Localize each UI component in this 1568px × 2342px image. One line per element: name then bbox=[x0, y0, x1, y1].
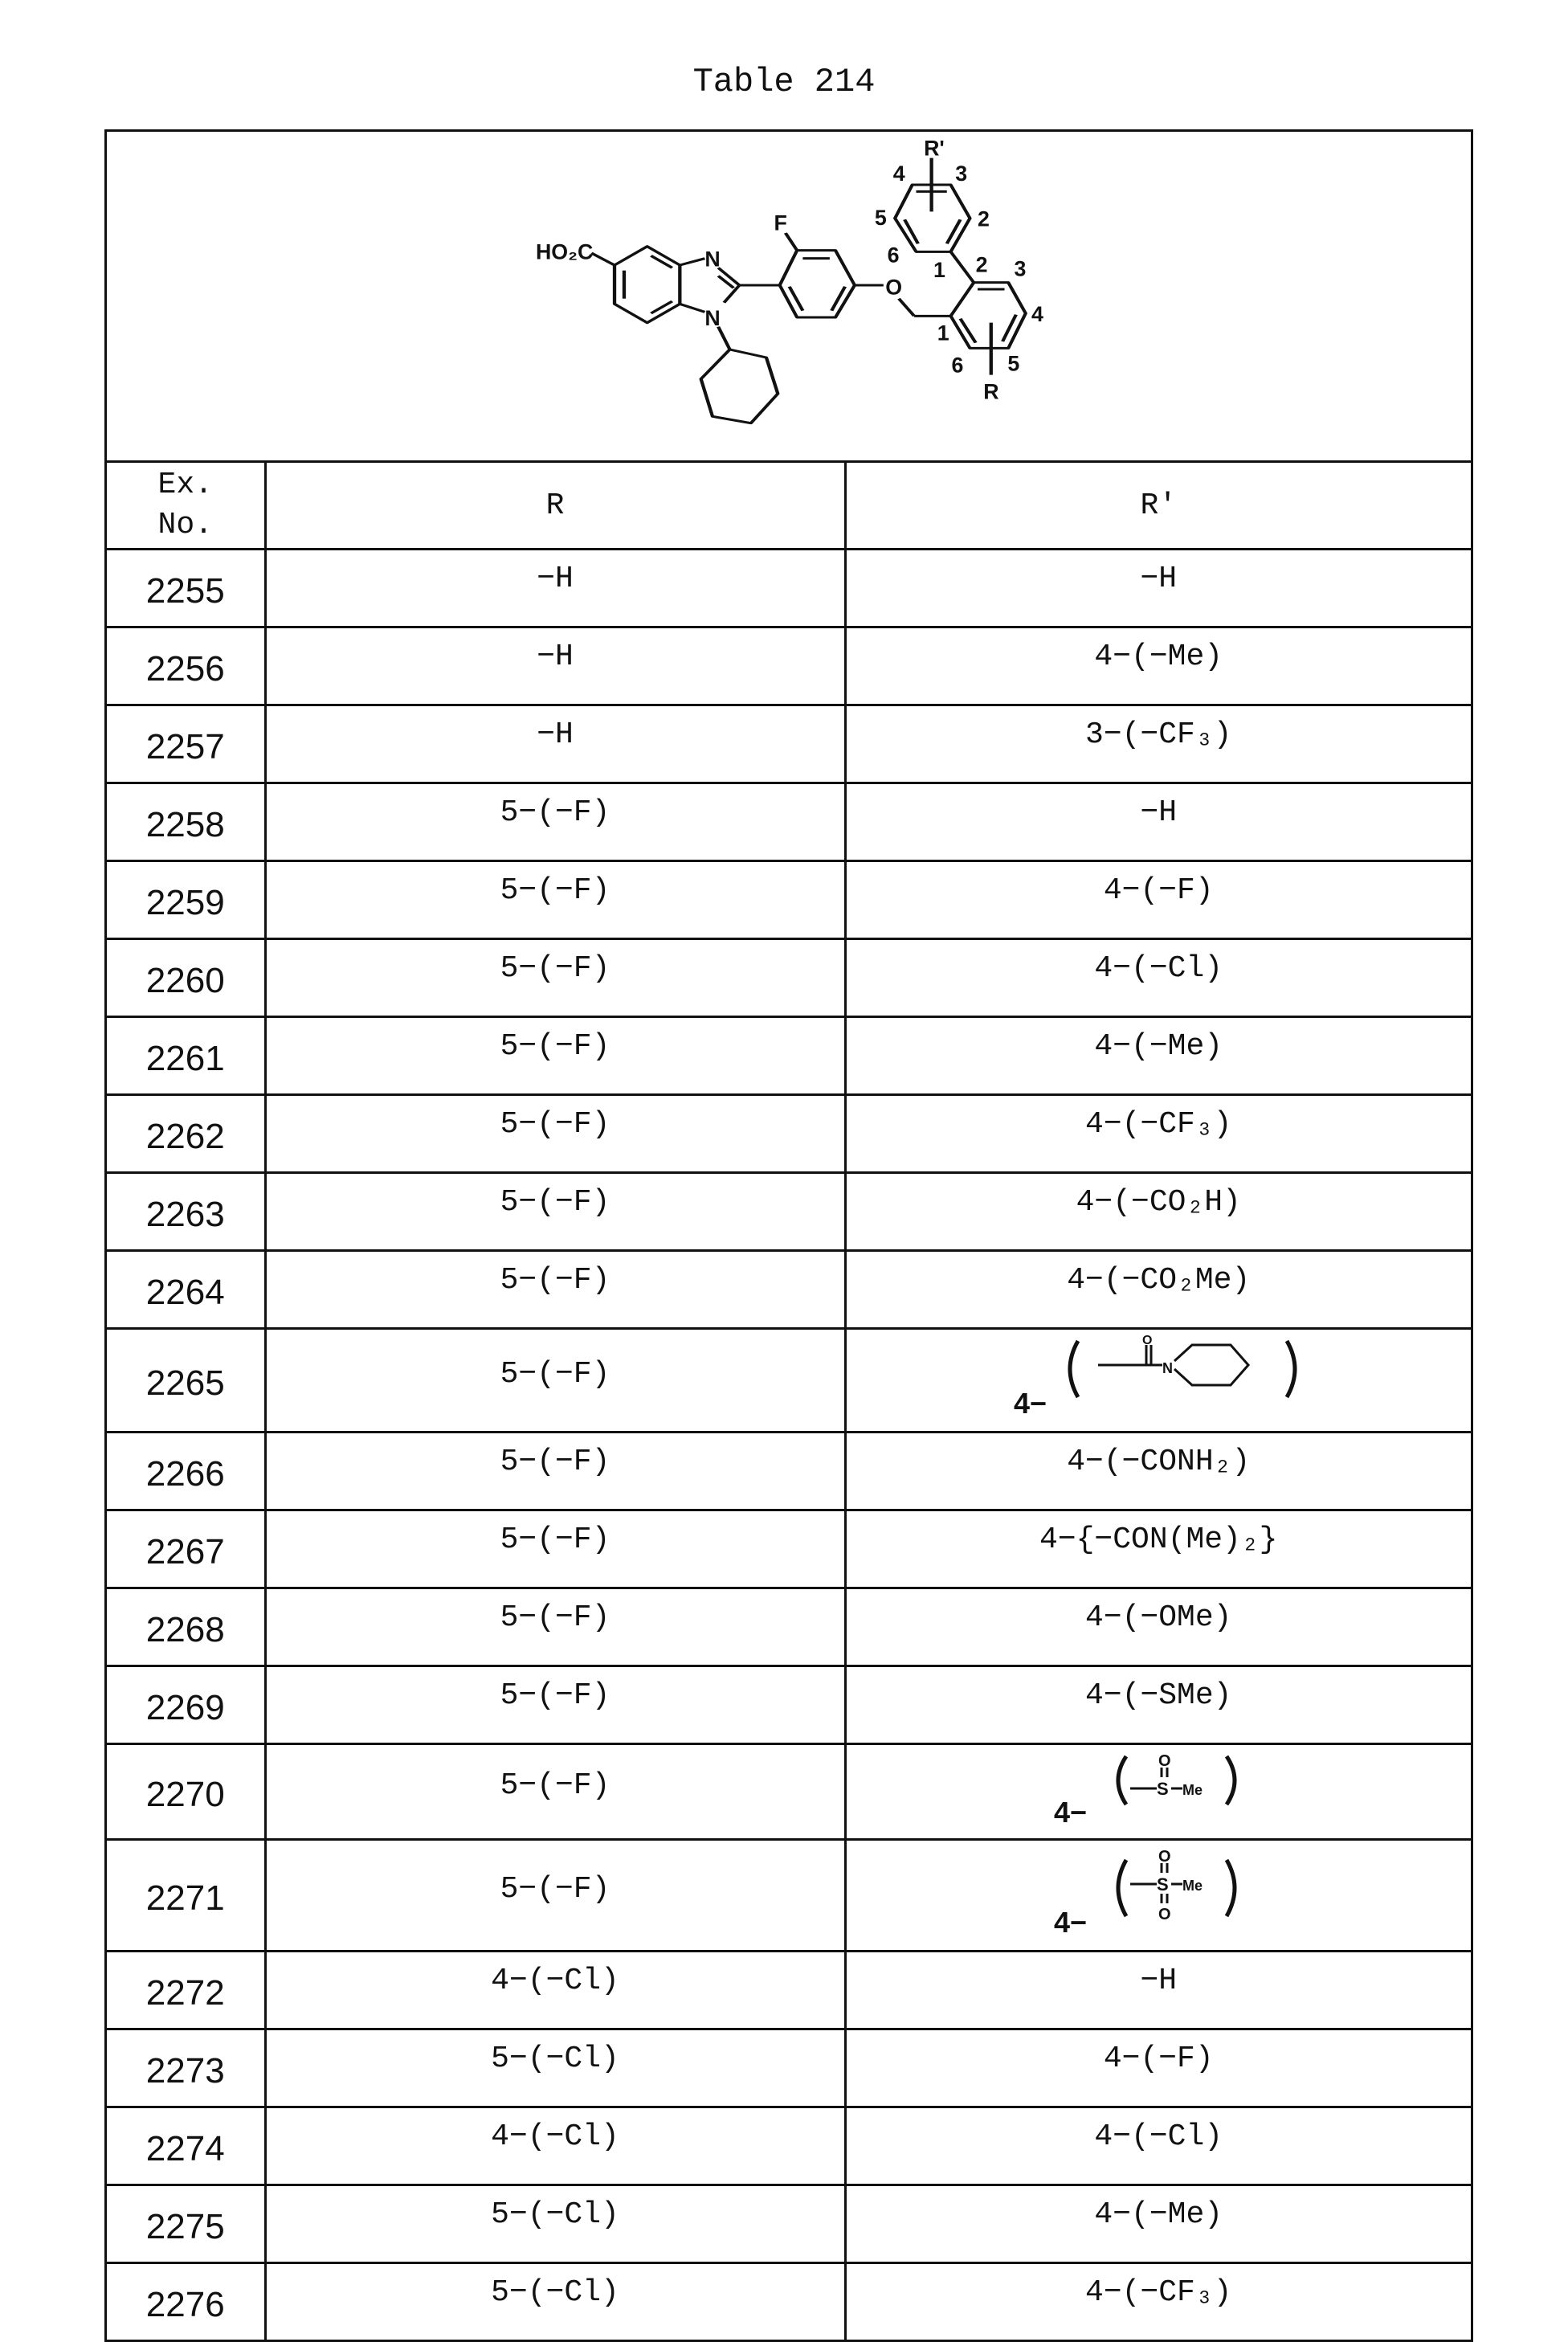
compound-table bbox=[104, 129, 1473, 2342]
r-label: R bbox=[983, 380, 998, 404]
ex-no-cell: 2262 bbox=[107, 1095, 265, 1173]
atom-me: Me bbox=[1182, 1878, 1203, 1894]
r-prime-cell bbox=[845, 1329, 1471, 1433]
locant: 4 bbox=[893, 161, 905, 186]
bond-line bbox=[1118, 1860, 1126, 1916]
ex-no-cell: 2255 bbox=[107, 550, 265, 627]
table-row bbox=[107, 1095, 1471, 1173]
locant-prefix: 4− bbox=[1014, 1387, 1047, 1420]
f-label: F bbox=[774, 211, 787, 235]
header-ex-no bbox=[107, 463, 265, 550]
table-row bbox=[107, 861, 1471, 939]
r-prime-cell: 4−{−CON(Me)₂} bbox=[845, 1510, 1471, 1588]
locant-prefix: 4− bbox=[1054, 1796, 1087, 1829]
r-cell: −H bbox=[265, 550, 845, 627]
ex-no-cell: 2271 bbox=[107, 1840, 265, 1952]
r-prime-cell: −H bbox=[845, 783, 1471, 861]
header-r-prime: R' bbox=[845, 463, 1471, 550]
r-cell: 5−(−F) bbox=[265, 783, 845, 861]
locant: 2 bbox=[978, 207, 990, 231]
locant: 3 bbox=[955, 161, 967, 186]
r-prime-cell: 4−(−SMe) bbox=[845, 1666, 1471, 1744]
bond-line bbox=[1070, 1341, 1078, 1397]
atom-s: S bbox=[1157, 1874, 1169, 1894]
locant: 5 bbox=[875, 206, 887, 230]
r-prime-fragment bbox=[1054, 1844, 1263, 1940]
locant: 5 bbox=[1007, 352, 1019, 376]
locant: 6 bbox=[888, 243, 900, 268]
ex-no-cell: 2275 bbox=[107, 2185, 265, 2263]
chemical-structure bbox=[482, 112, 1084, 450]
n3-label: N bbox=[704, 247, 720, 272]
table-row bbox=[107, 1588, 1471, 1666]
r-cell: 5−(−F) bbox=[265, 1251, 845, 1329]
atom-o: O bbox=[1142, 1334, 1152, 1347]
r-cell: 5−(−Cl) bbox=[265, 2185, 845, 2263]
r-cell: 5−(−F) bbox=[265, 1433, 845, 1510]
data-table bbox=[107, 463, 1471, 2340]
table-row bbox=[107, 2185, 1471, 2263]
locant: 1 bbox=[937, 321, 949, 345]
r-prime-cell bbox=[845, 1744, 1471, 1840]
r-prime-cell: 4−(−Me) bbox=[845, 1017, 1471, 1095]
r-prime-label: R' bbox=[924, 136, 945, 160]
r-prime-cell: −H bbox=[845, 1952, 1471, 2029]
r-prime-cell: 4−(−Cl) bbox=[845, 2107, 1471, 2185]
r-prime-cell: 4−(−F) bbox=[845, 861, 1471, 939]
bond-line bbox=[1118, 1756, 1126, 1805]
table-row bbox=[107, 1744, 1471, 1840]
locant: 3 bbox=[1014, 256, 1026, 280]
r-cell: 5−(−F) bbox=[265, 1840, 845, 1952]
r-cell: 5−(−F) bbox=[265, 939, 845, 1017]
ex-no-cell: 2256 bbox=[107, 627, 265, 705]
r-cell: −H bbox=[265, 705, 845, 783]
r-prime-cell: 4−(−Me) bbox=[845, 2185, 1471, 2263]
ex-no-cell: 2268 bbox=[107, 1588, 265, 1666]
r-cell: 5−(−F) bbox=[265, 1173, 845, 1251]
r-cell: 5−(−F) bbox=[265, 1329, 845, 1433]
table-row bbox=[107, 2263, 1471, 2340]
r-cell: 4−(−Cl) bbox=[265, 2107, 845, 2185]
r-prime-cell: 4−(−OMe) bbox=[845, 1588, 1471, 1666]
fragment-sulfinyl bbox=[1054, 1748, 1263, 1829]
r-cell: 5−(−F) bbox=[265, 1095, 845, 1173]
r-prime-cell: 4−(−CF₃) bbox=[845, 1095, 1471, 1173]
fragment-piperidine-carbonyl bbox=[1014, 1333, 1303, 1421]
locant: 2 bbox=[976, 252, 988, 276]
r-cell: 5−(−F) bbox=[265, 861, 845, 939]
r-cell: 5−(−F) bbox=[265, 1666, 845, 1744]
table-row bbox=[107, 1329, 1471, 1433]
atom-o: O bbox=[1158, 1906, 1171, 1923]
r-prime-cell: 4−(−CONH₂) bbox=[845, 1433, 1471, 1510]
table-row bbox=[107, 1173, 1471, 1251]
ex-no-cell: 2260 bbox=[107, 939, 265, 1017]
atom-n: N bbox=[1162, 1360, 1173, 1376]
structure-diagram bbox=[107, 132, 1471, 463]
r-prime-fragment bbox=[1054, 1748, 1263, 1829]
atom-o: O bbox=[1158, 1848, 1171, 1866]
table-row bbox=[107, 783, 1471, 861]
ex-no-cell: 2267 bbox=[107, 1510, 265, 1588]
ex-no-cell: 2263 bbox=[107, 1173, 265, 1251]
ex-no-cell: 2270 bbox=[107, 1744, 265, 1840]
table-row bbox=[107, 2029, 1471, 2107]
table-row bbox=[107, 1840, 1471, 1952]
ex-no-cell: 2259 bbox=[107, 861, 265, 939]
r-cell: 5−(−F) bbox=[265, 1588, 845, 1666]
header-ex-line2: No. bbox=[107, 505, 264, 546]
ex-no-cell: 2269 bbox=[107, 1666, 265, 1744]
r-cell: 5−(−Cl) bbox=[265, 2263, 845, 2340]
r-prime-cell: 4−(−F) bbox=[845, 2029, 1471, 2107]
bond-line bbox=[1162, 1894, 1167, 1903]
table-row bbox=[107, 1433, 1471, 1510]
table-row bbox=[107, 1017, 1471, 1095]
r-cell: 5−(−Cl) bbox=[265, 2029, 845, 2107]
table-row bbox=[107, 939, 1471, 1017]
r-prime-cell: 4−(−Cl) bbox=[845, 939, 1471, 1017]
r-prime-cell: 4−(−Me) bbox=[845, 627, 1471, 705]
r-prime-cell: 4−(−CO₂Me) bbox=[845, 1251, 1471, 1329]
r-prime-cell: 4−(−CF₃) bbox=[845, 2263, 1471, 2340]
ex-no-cell: 2261 bbox=[107, 1017, 265, 1095]
o-label: O bbox=[885, 276, 902, 300]
bond-line bbox=[1287, 1341, 1295, 1397]
table-row bbox=[107, 1666, 1471, 1744]
ex-no-cell: 2258 bbox=[107, 783, 265, 861]
atom-s: S bbox=[1157, 1779, 1169, 1799]
r-cell: 4−(−Cl) bbox=[265, 1952, 845, 2029]
n1-label: N bbox=[704, 306, 720, 330]
r-prime-cell bbox=[845, 1840, 1471, 1952]
locant: 6 bbox=[952, 353, 964, 377]
ex-no-cell: 2276 bbox=[107, 2263, 265, 2340]
table-row bbox=[107, 550, 1471, 627]
ex-no-cell: 2272 bbox=[107, 1952, 265, 2029]
ex-no-cell: 2274 bbox=[107, 2107, 265, 2185]
ex-no-cell: 2273 bbox=[107, 2029, 265, 2107]
bond-line bbox=[1227, 1756, 1235, 1805]
r-prime-cell: 3−(−CF₃) bbox=[845, 705, 1471, 783]
table-row bbox=[107, 1251, 1471, 1329]
r-prime-cell: 4−(−CO₂H) bbox=[845, 1173, 1471, 1251]
atom-o: O bbox=[1158, 1752, 1171, 1770]
ex-no-cell: 2265 bbox=[107, 1329, 265, 1433]
r-cell: 5−(−F) bbox=[265, 1017, 845, 1095]
locant: 4 bbox=[1031, 302, 1043, 326]
table-row bbox=[107, 627, 1471, 705]
r-cell: 5−(−F) bbox=[265, 1744, 845, 1840]
bond-line bbox=[1227, 1860, 1235, 1916]
atom-me: Me bbox=[1182, 1782, 1203, 1798]
header-ex-line1: Ex. bbox=[107, 465, 264, 505]
bond-line bbox=[1098, 1345, 1162, 1365]
locant-prefix: 4− bbox=[1054, 1906, 1087, 1939]
ex-no-cell: 2257 bbox=[107, 705, 265, 783]
header-row bbox=[107, 463, 1471, 550]
table-row bbox=[107, 2107, 1471, 2185]
r-cell: 5−(−F) bbox=[265, 1510, 845, 1588]
table-row bbox=[107, 705, 1471, 783]
ex-no-cell: 2264 bbox=[107, 1251, 265, 1329]
table-title: Table 214 bbox=[0, 63, 1568, 101]
ex-no-cell: 2266 bbox=[107, 1433, 265, 1510]
r-prime-cell: −H bbox=[845, 550, 1471, 627]
header-r: R bbox=[265, 463, 845, 550]
fragment-sulfonyl bbox=[1054, 1844, 1263, 1940]
bond-line bbox=[1174, 1345, 1248, 1385]
table-row bbox=[107, 1510, 1471, 1588]
table-row bbox=[107, 1952, 1471, 2029]
r-cell: −H bbox=[265, 627, 845, 705]
acid-label: HO₂C bbox=[536, 240, 593, 264]
r-prime-fragment bbox=[1014, 1333, 1303, 1421]
locant: 1 bbox=[933, 258, 945, 282]
